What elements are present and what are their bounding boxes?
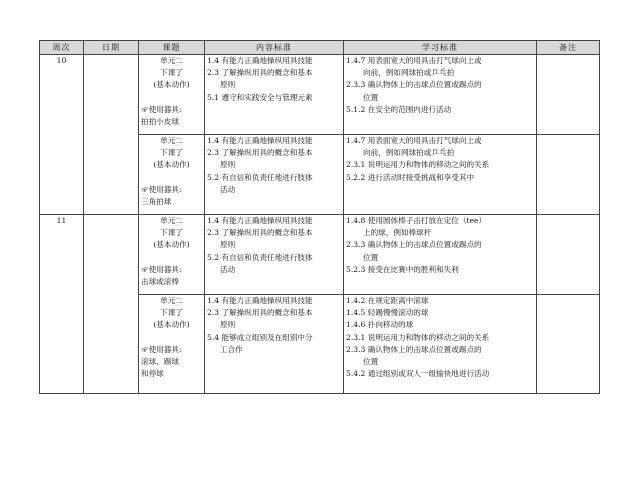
topic-cell (139, 135, 205, 215)
learning-line: 2.3.1 说明运用力和物体的移动之间的关系 (346, 332, 490, 342)
learning-line: 5.2.2 进行活动时接受挑战和享受其中 (346, 172, 475, 182)
content-standard-cell (205, 135, 344, 215)
learning-line: 上的球，例如棒球杆 (363, 228, 432, 238)
content-line: 原则 (220, 240, 236, 250)
topic-type: (基本动作) (153, 80, 190, 90)
topic-title: 下课了 (160, 308, 183, 318)
topic-unit: 单元二 (160, 56, 183, 65)
content-line: 工合作 (220, 344, 243, 354)
content-standard-cell (205, 295, 344, 394)
content-line: 1.4 有能力正确地操纵用具技能 (207, 56, 313, 65)
learning-standard-cell (344, 215, 537, 295)
content-line: 2.3 了解操纵用具的概念和基本 (207, 148, 313, 158)
header-row (40, 41, 600, 55)
content-line: 2.3 了解操纵用具的概念和基本 (207, 308, 313, 318)
equipment-item: 和停球 (141, 369, 164, 379)
date-cell (84, 215, 139, 394)
table-row (40, 215, 600, 295)
header-topic: 课题 (139, 41, 205, 55)
content-line: 1.4 有能力正确地操纵用具技能 (207, 216, 313, 225)
content-standard-cell (205, 215, 344, 295)
topic-title: 下课了 (160, 68, 183, 78)
learning-line: 5.1.2 在安全的范围内进行活动 (346, 104, 452, 114)
remarks-cell (537, 295, 600, 394)
topic-cell (139, 295, 205, 394)
equipment-item: 拍拍小皮球 (141, 116, 179, 126)
header-week: 周次 (40, 41, 84, 55)
learning-line: 2.3.3 确认物体上的击球点位置或踢点的 (346, 240, 482, 250)
learning-line: 1.4.2 在规定距离中滚球 (346, 296, 429, 305)
remarks-cell (537, 135, 600, 215)
equipment-label: ☞使用器具: (141, 344, 182, 354)
content-line: 原则 (220, 320, 236, 330)
equipment-label: ☞使用器具: (141, 264, 182, 274)
content-line: 5.1 遵守和实践安全与管理元素 (207, 92, 313, 102)
equipment-label: ☞使用器具: (141, 104, 182, 114)
topic-unit: 单元二 (160, 216, 183, 225)
header-remarks: 备注 (537, 41, 600, 55)
learning-line: 2.3.1 说明运用力和物体的移动之间的关系 (346, 160, 490, 170)
learning-line: 位置 (363, 92, 379, 102)
learning-line: 位置 (363, 252, 379, 262)
content-line: 原则 (220, 80, 236, 90)
learning-line: 1.4.6 扑向移动的球 (346, 320, 414, 330)
week-cell: 10 (40, 55, 84, 215)
learning-standard-cell (344, 135, 537, 215)
topic-type: (基本动作) (153, 240, 190, 250)
remarks-cell (537, 215, 600, 295)
equipment-item: 滚球、踢球 (141, 356, 179, 366)
remarks-cell (537, 55, 600, 135)
week-cell: 11 (40, 215, 84, 394)
content-line: 5.4 能够成立组别及在组别中分 (207, 332, 313, 342)
header-content-standard: 内容标准 (205, 41, 344, 55)
learning-line: 1.4.7 用表面宽大的用具击打气球向上或 (346, 56, 482, 65)
topic-title: 下课了 (160, 228, 183, 238)
learning-line: 向前，例如网球拍或乒乓拍 (363, 148, 455, 158)
topic-unit: 单元二 (160, 136, 183, 145)
equipment-item: 击球或滚棒 (141, 276, 179, 286)
equipment-item: 三角拍球 (141, 196, 172, 206)
learning-standard-cell (344, 295, 537, 394)
date-cell (84, 55, 139, 215)
equipment-label: ☞使用器具: (141, 184, 182, 194)
content-line: 活动 (220, 264, 236, 274)
header-date: 日期 (84, 41, 139, 55)
content-line: 2.3 了解操纵用具的概念和基本 (207, 228, 313, 238)
topic-cell (139, 55, 205, 135)
topic-type: (基本动作) (153, 160, 190, 170)
learning-line: 5.2.3 接受在比赛中的胜利和失利 (346, 264, 459, 274)
lesson-plan-table (39, 40, 600, 394)
content-line: 1.4 有能力正确地操纵用具技能 (207, 296, 313, 305)
content-standard-cell (205, 55, 344, 135)
learning-line: 1.4.7 用表面宽大的用具击打气球向上或 (346, 136, 482, 145)
learning-line: 5.4.2 通过组别或双人一组愉快地进行活动 (346, 369, 490, 379)
header-learning-standard: 学习标准 (344, 41, 537, 55)
topic-unit: 单元二 (160, 296, 183, 305)
learning-line: 1.4.5 轻踢慢慢滚动的球 (346, 308, 429, 318)
learning-line: 2.3.3 确认物体上的击球点位置或踢点的 (346, 344, 482, 354)
learning-line: 位置 (363, 357, 379, 367)
learning-standard-cell (344, 55, 537, 135)
learning-line: 1.4.8 使用圆体棒子击打放在定位（tee） (346, 216, 487, 225)
learning-line: 2.3.3 确认物体上的击球点位置或踢点的 (346, 80, 482, 90)
topic-type: (基本动作) (153, 320, 190, 330)
topic-title: 下课了 (160, 148, 183, 158)
content-line: 5.2 有自信和负责任地进行肢体 (207, 252, 313, 262)
table-row (40, 55, 600, 135)
content-line: 1.4 有能力正确地操纵用具技能 (207, 136, 313, 145)
content-line: 活动 (220, 184, 236, 194)
content-line: 5.2 有自信和负责任地进行肢体 (207, 172, 313, 182)
content-line: 2.3 了解操纵用具的概念和基本 (207, 68, 313, 78)
learning-line: 向前，例如网球拍或乒乓拍 (363, 68, 455, 78)
content-line: 原则 (220, 160, 236, 170)
topic-cell (139, 215, 205, 295)
